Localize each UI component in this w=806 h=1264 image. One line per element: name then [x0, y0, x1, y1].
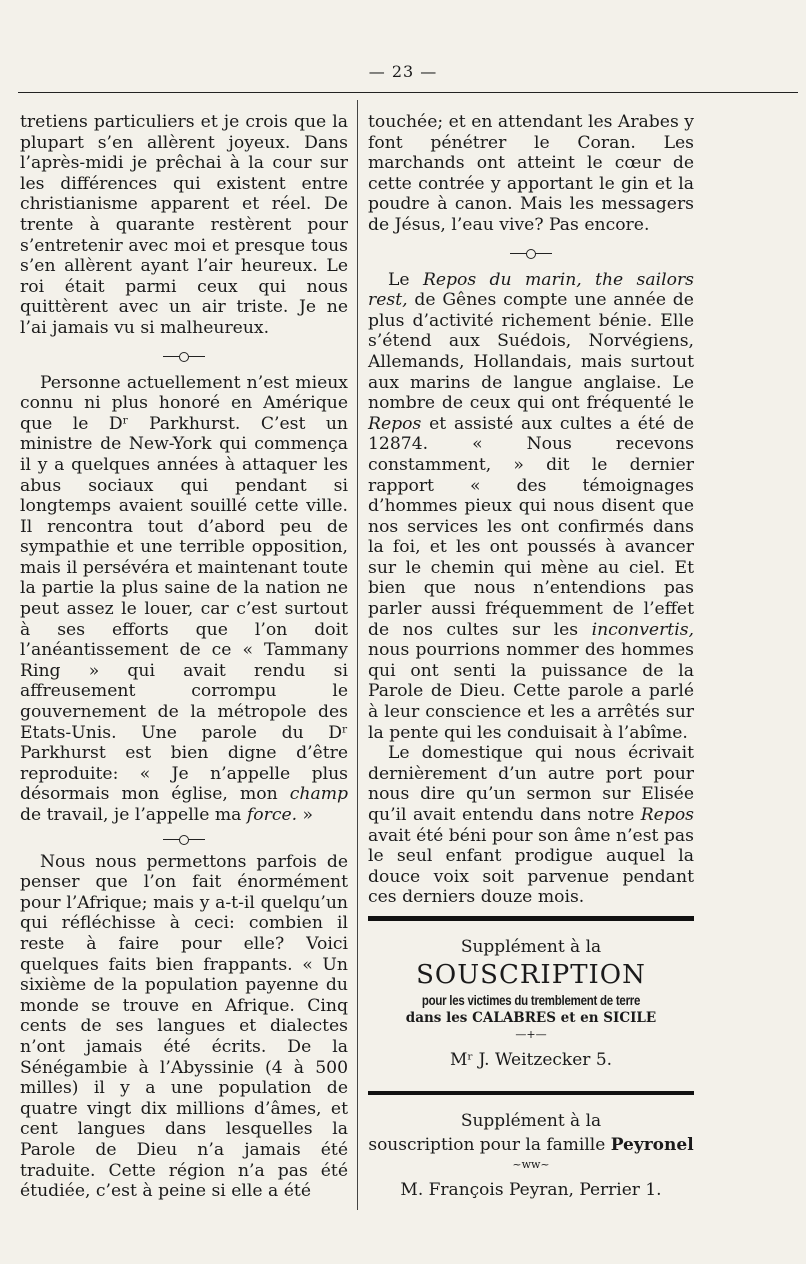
domestic-text-2: avait été béni pour son âme n’est pas le seul enfant prodigue auquel la douce voix soit parvenue pendant ces derniers douze mois.	[368, 825, 694, 908]
family-text: souscription pour la famille	[368, 1134, 606, 1155]
supplement-region: dans les CALABRES et en SICILE	[405, 1009, 657, 1026]
paragraph-mission-report: tretiens particuliers et je crois que la plupart s’en allèrent joyeux. Dans l’après-midi je prêchai à la cour sur les différences qui existent entre christianisme apparent et réel. De trente à quarante restèrent pour s’entretenir avec moi et presque tous s’en allèrent ayant l’air heureux. Le roi était parmi ceux qui nous quittèrent avec un air triste. Je ne l’ai jamais vu si malheureux.	[20, 112, 348, 338]
sailors-text-2: de Gênes compte une année de plus d’activité richement bénie. Elle s’étend aux Suédois, Norvégiens, Allemands, Hollandais, mais surtout aux marins de langue anglaise. Le nombre de ceux qui ont fréquenté le	[368, 290, 694, 414]
separator-ornament	[368, 236, 694, 270]
separator-ornament	[20, 826, 348, 852]
italic-repos-du-marin: Repos du marin, the sailors rest,	[368, 269, 695, 311]
sailors-text-4: nous pourrions nommer des hommes qui ont senti la puissance de la Parole de Dieu. Cette parole a parlé à leur conscience et les a arrêtés sur la pente qui les conduisait à l’abîme.	[368, 640, 694, 743]
family-name: Peyronel	[610, 1134, 694, 1155]
separator-ornament	[20, 339, 348, 373]
supplement-subtitle: pour les victimes du tremblement de terre	[421, 991, 641, 1008]
parkhurst-text-2: de travail, je l’appelle ma	[20, 805, 242, 825]
sailors-text: Le	[388, 269, 410, 290]
right-column	[368, 112, 694, 1207]
supplement-title: Supplément à la	[460, 936, 602, 957]
parkhurst-text-end: »	[302, 805, 314, 825]
souscription-heading: SOUSCRIPTION	[416, 959, 646, 990]
header-rule	[18, 92, 798, 93]
italic-repos: Repos	[368, 413, 422, 434]
parkhurst-text: Personne actuellement n’est mieux connu ni plus honoré en Amérique que le Dʳ Parkhurst. C’est un ministre de New-York qui commença il y a quelques années à attaquer les abus sociaux qui pendant si longtemps avaient souillé cette ville. Il rencontra tout d’abord peu de sympathie et une terrible opposition, mais il persévéra et maintenant toute la partie la plus saine de la nation ne peut assez le louer, car c’est surtout à ses efforts que l’on doit l’anéantissement de ce « Tammany Ring » qui avait rendu si affreusement corrompu le gouvernement de la métropole des Etats-Unis. Une parole du Dʳ Parkhurst est bien digne d’être reproduite: « Je n’appelle plus désormais mon église, mon	[20, 372, 348, 805]
donor-line-2: M. François Peyran, Perrier 1.	[400, 1179, 662, 1200]
supplement-peyronel	[368, 1109, 694, 1207]
paragraph-africa-continued: touchée; et en attendant les Arabes y font pénétrer le Coran. Les marchands ont atteint le cœur de cette contrée y apportant le gin et la poudre à canon. Mais les messagers de Jésus, l’eau vive? Pas encore.	[368, 112, 694, 235]
italic-champ: champ	[289, 784, 348, 805]
small-ornament: ~ww~	[512, 1157, 550, 1171]
page-number: — 23 —	[368, 62, 438, 81]
section-rule	[368, 1091, 694, 1095]
domestic-text: Le domestique qui nous écrivait dernièrement d’un autre port pour nous dire qu’un sermon sur Elisée qu’il avait entendu dans notre	[368, 743, 694, 825]
paragraph-domestic	[368, 743, 694, 908]
section-rule	[368, 916, 694, 921]
italic-force: force.	[246, 805, 298, 825]
donor-line: Mʳ J. Weitzecker 5.	[449, 1049, 613, 1070]
paragraph-sailors-rest	[368, 270, 694, 744]
column-divider	[357, 100, 358, 1210]
left-column	[20, 112, 348, 1202]
paragraph-parkhurst	[20, 373, 348, 826]
italic-inconvertis: inconvertis,	[591, 619, 694, 640]
sailors-text-3: et assisté aux cultes a été de 12874. « Nous recevons constamment, » dit le dernier rapport « des témoignages d’hommes pieux qui nous disent que nos services les ont confirmés dans la foi, et les ont poussés à avancer sur le chemin qui mène au ciel. Et bien que nous n’entendions pas parler aussi fréquemment de l’effet de nos cultes sur les	[368, 413, 694, 640]
supplement-earthquake	[368, 935, 694, 1077]
small-ornament: —+—	[515, 1027, 547, 1041]
paragraph-africa: Nous nous permettons parfois de penser que l’on fait énormément pour l’Afrique; mais y a-t-il quelqu’un qui réfléchisse à ceci: combien il reste à faire pour elle? Voici quelques faits bien frappants. « Un sixième de la population payenne du monde se trouve en Afrique. Cinq cents de ses langues et dialectes n’ont jamais été écrits. De la Sénégambie à l’Abyssinie (4 à 500 milles) il y a une population de quatre vingt dix millions d’âmes, et cent langues dans lesquelles la Parole de Dieu n’a jamais été traduite. Cette région n’a pas été étudiée, c’est à peine si elle a été	[20, 851, 348, 1202]
italic-repos-2: Repos	[640, 805, 694, 825]
supplement-title-2: Supplément à la	[460, 1110, 602, 1131]
supplement-family-line	[368, 1133, 694, 1157]
